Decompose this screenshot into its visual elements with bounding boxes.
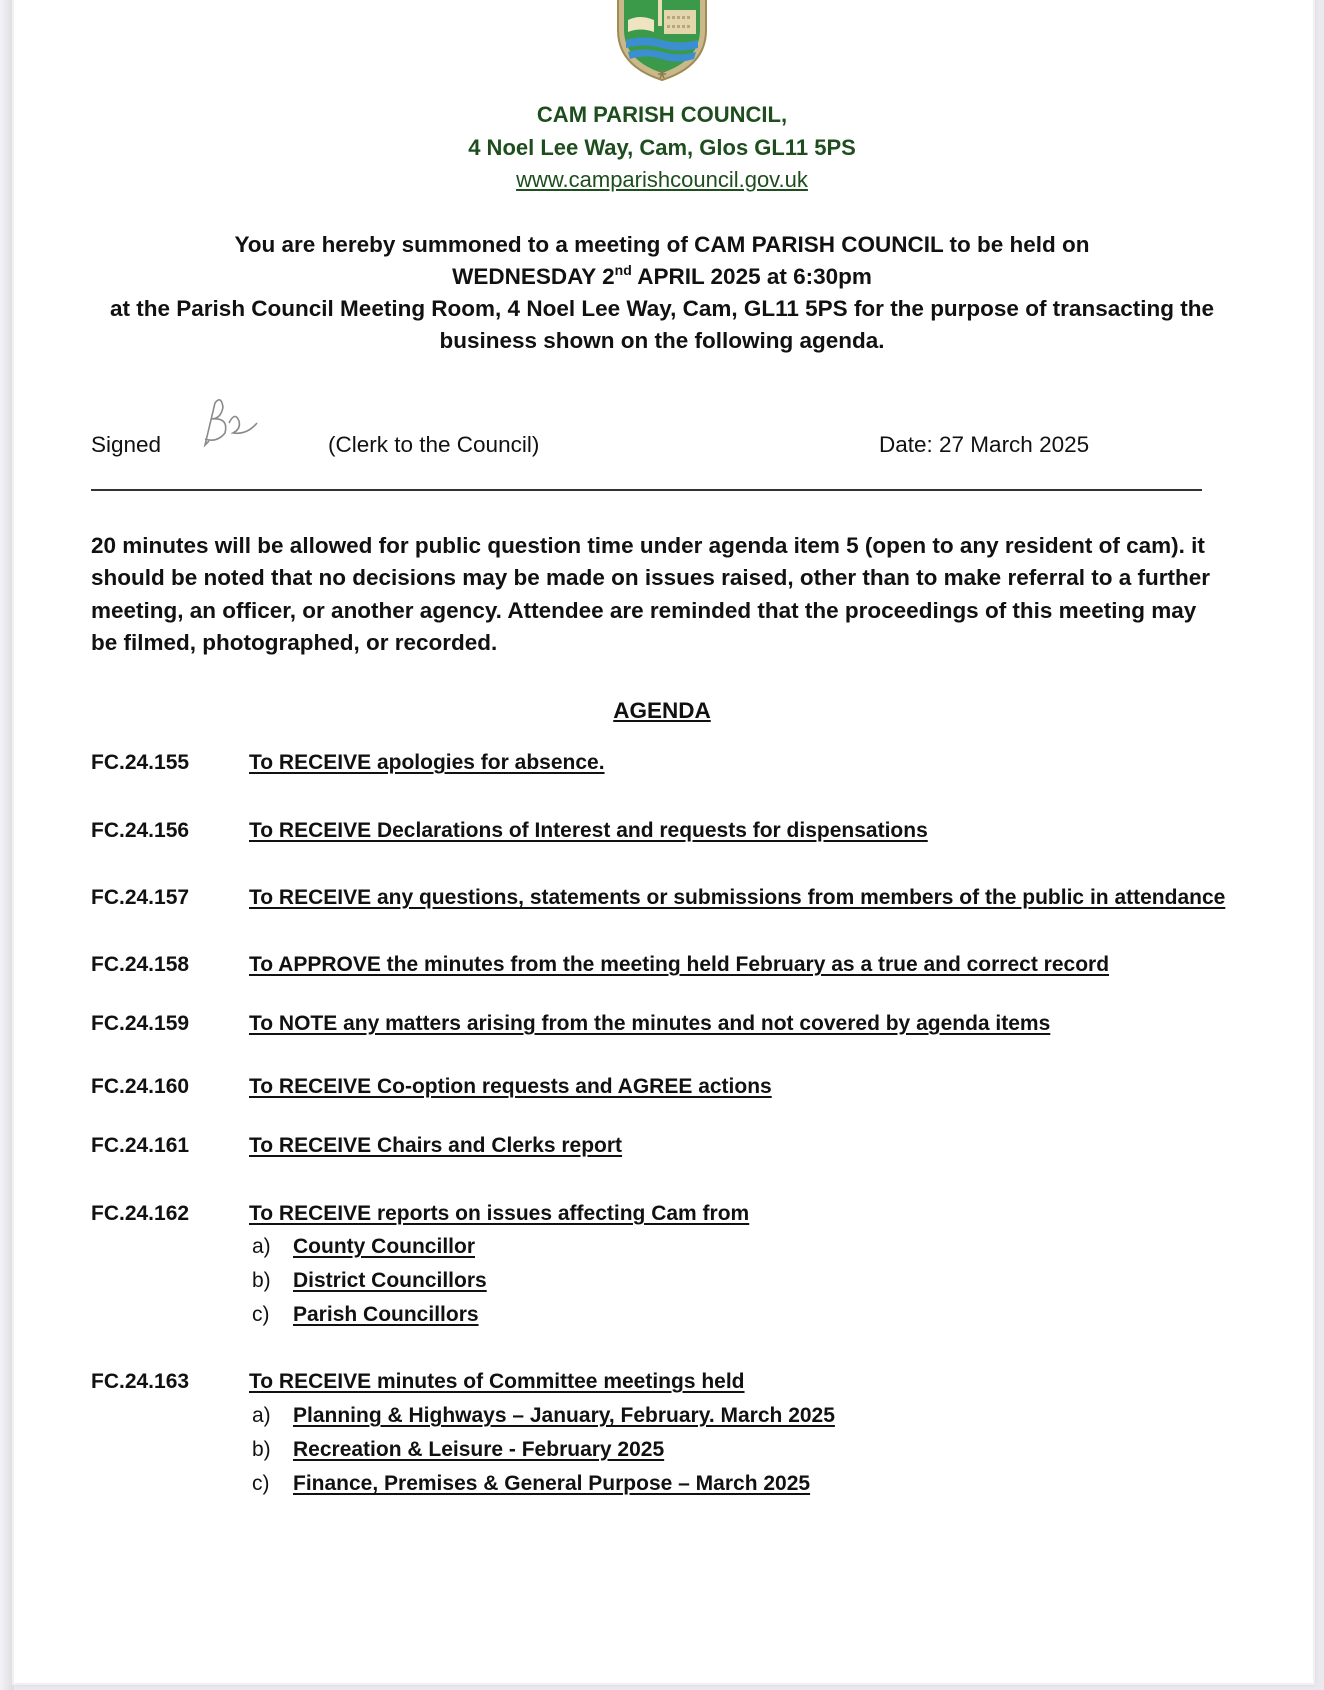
agenda-ref: FC.24.158 xyxy=(91,953,190,976)
agenda-item: To RECEIVE any questions, statements or submissions from members of the public in attendance xyxy=(249,886,1226,909)
agenda-ref: FC.24.155 xyxy=(91,751,190,774)
agenda-subitem: Parish Councillors xyxy=(293,1303,479,1326)
agenda-item: To RECEIVE reports on issues affecting Cam from xyxy=(249,1202,750,1225)
council-name: CAM PARISH COUNCIL, xyxy=(536,102,788,127)
meeting-date-time: APRIL 2025 at 6:30pm xyxy=(631,264,872,289)
signature-date: Date: 27 March 2025 xyxy=(879,432,1090,457)
subitem-letter: c) xyxy=(252,1303,270,1326)
agenda-item: To RECEIVE apologies for absence. xyxy=(249,751,605,774)
ordinal-suffix: nd xyxy=(614,262,632,278)
agenda-ref: FC.24.159 xyxy=(91,1012,190,1035)
agenda-title: AGENDA xyxy=(613,698,711,723)
subitem-letter: b) xyxy=(252,1438,271,1461)
clerk-role: (Clerk to the Council) xyxy=(328,432,540,457)
agenda-subitem: Recreation & Leisure - February 2025 xyxy=(293,1438,665,1461)
meeting-day: WEDNESDAY 2 xyxy=(452,264,615,289)
public-question-notice: 20 minutes will be allowed for public question time under agenda item 5 (open to any resident of cam). it should be noted that no decisions may be made on issues raised, other than to make referral to a further meeting, an officer, or another agency. Attendee are reminded that the proceedings of this meeting may be filmed, photographed, or recorded. xyxy=(91,533,1211,655)
agenda-ref: FC.24.162 xyxy=(91,1202,190,1225)
summons-line-2 xyxy=(0,261,1324,293)
subitem-letter: b) xyxy=(252,1269,271,1292)
signed-label: Signed xyxy=(91,432,162,457)
agenda-item: To NOTE any matters arising from the minutes and not covered by agenda items xyxy=(249,1012,1051,1035)
summons-line-1: You are hereby summoned to a meeting of CAM PARISH COUNCIL to be held on xyxy=(234,232,1090,257)
council-address: 4 Noel Lee Way, Cam, Glos GL11 5PS xyxy=(468,135,856,160)
agenda-ref: FC.24.160 xyxy=(91,1075,190,1098)
agenda-ref: FC.24.161 xyxy=(91,1134,190,1157)
council-website-link[interactable]: www.camparishcouncil.gov.uk xyxy=(516,167,808,192)
agenda-ref: FC.24.156 xyxy=(91,819,190,842)
summons-line-4: business shown on the following agenda. xyxy=(439,328,885,353)
agenda-item: To RECEIVE Co-option requests and AGREE actions xyxy=(249,1075,772,1098)
subitem-letter: a) xyxy=(252,1235,271,1258)
divider-line xyxy=(91,489,1202,491)
agenda-item: To RECEIVE minutes of Committee meetings held xyxy=(249,1370,745,1393)
agenda-item: To APPROVE the minutes from the meeting held February as a true and correct record xyxy=(249,953,1110,976)
summons-line-3: at the Parish Council Meeting Room, 4 Noel Lee Way, Cam, GL11 5PS for the purpose of transacting the xyxy=(110,296,1214,321)
signature-icon xyxy=(195,393,275,453)
parish-crest-icon xyxy=(614,0,710,82)
agenda-subitem: County Councillor xyxy=(293,1235,475,1258)
agenda-subitem: District Councillors xyxy=(293,1269,487,1292)
agenda-ref: FC.24.157 xyxy=(91,886,190,909)
agenda-subitem: Finance, Premises & General Purpose – March 2025 xyxy=(293,1472,811,1495)
agenda-subitem: Planning & Highways – January, February. March 2025 xyxy=(293,1404,835,1427)
subitem-letter: c) xyxy=(252,1472,270,1495)
agenda-item: To RECEIVE Chairs and Clerks report xyxy=(249,1134,623,1157)
agenda-item: To RECEIVE Declarations of Interest and requests for dispensations xyxy=(249,819,928,842)
agenda-ref: FC.24.163 xyxy=(91,1370,190,1393)
subitem-letter: a) xyxy=(252,1404,271,1427)
summons-block xyxy=(0,229,1324,357)
